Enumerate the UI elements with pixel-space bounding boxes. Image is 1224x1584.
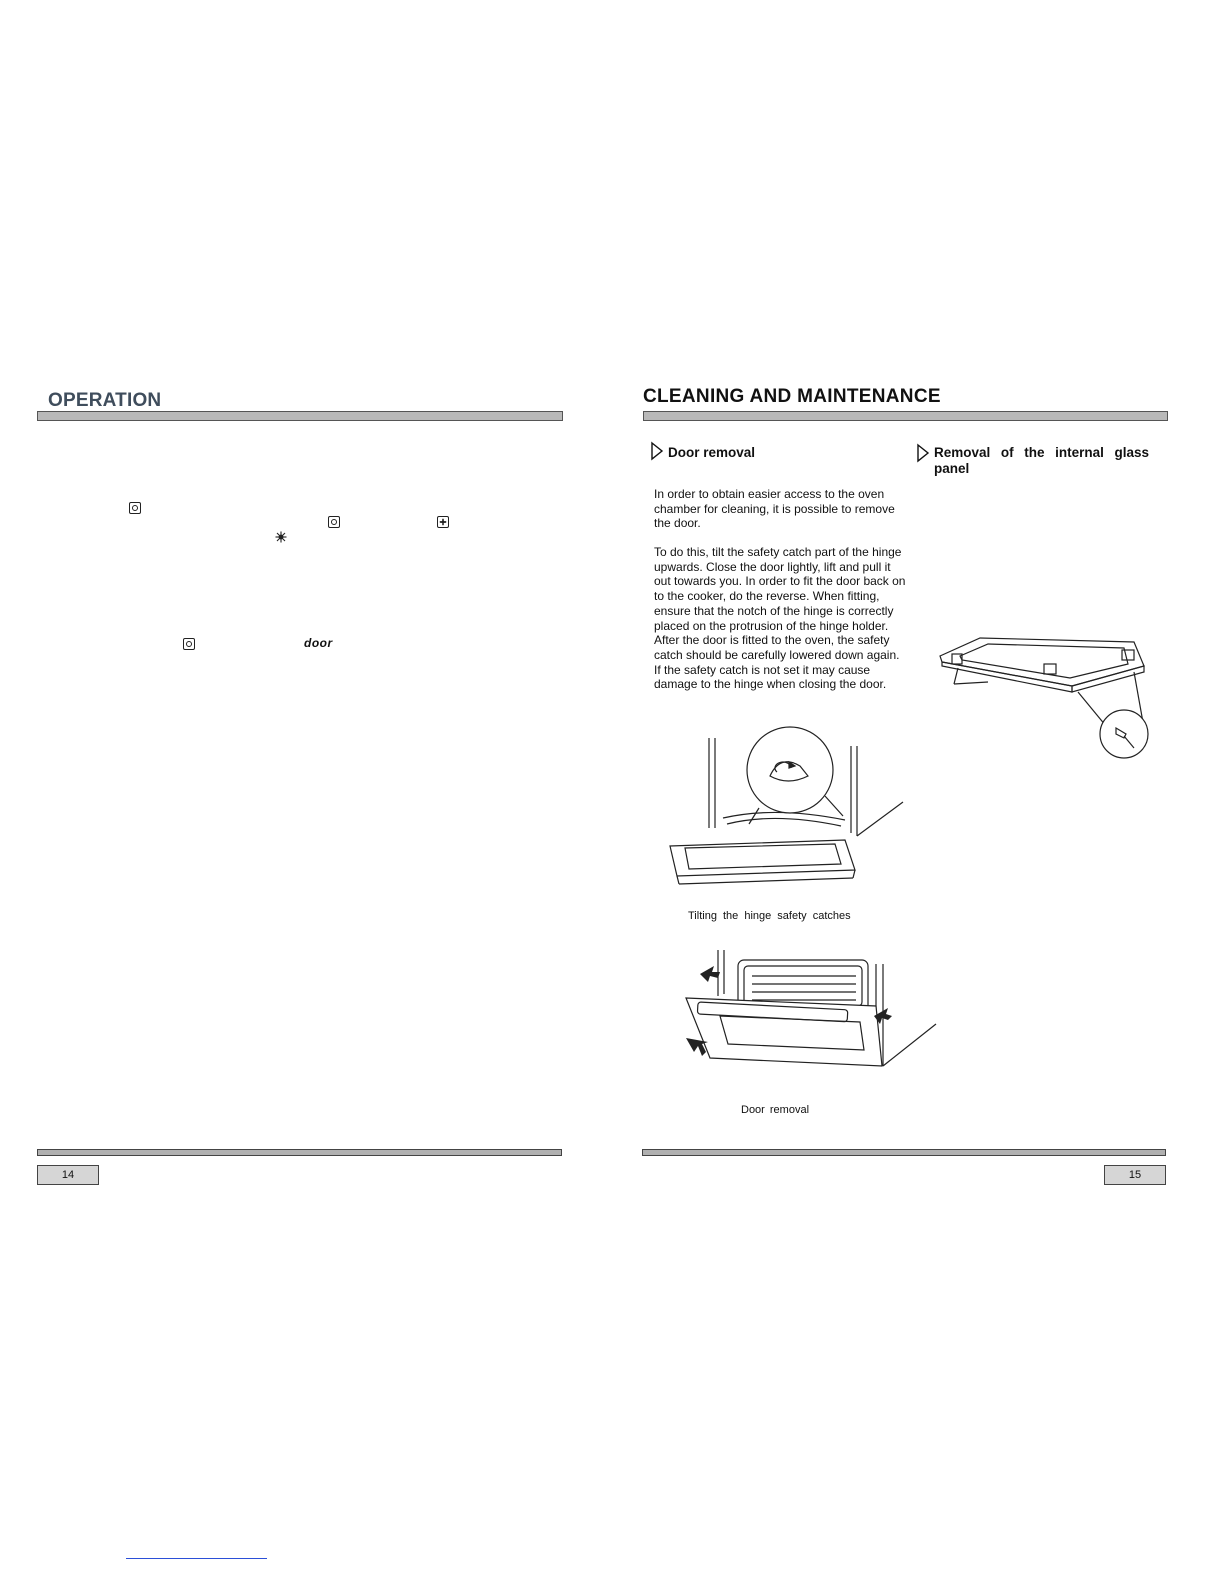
door-removal-illustration: [680, 946, 938, 1070]
page-number-right: 15: [1104, 1165, 1166, 1185]
power-icon: [183, 638, 195, 650]
hinge-safety-catch-illustration: [665, 728, 907, 880]
section-heading-glass-panel: [934, 445, 1149, 477]
section-heading-door-removal: Door removal: [668, 445, 756, 460]
fan-icon: [437, 516, 449, 528]
page-title-operation: OPERATION: [48, 390, 162, 411]
glass-panel-heading-line2: panel: [934, 461, 970, 476]
glass-panel-illustration: [938, 636, 1174, 762]
glass-panel-heading-line1: Removal of the internal glass: [934, 445, 1149, 460]
door-display-text: door: [304, 636, 333, 650]
door-removal-paragraph-2: To do this, tilt the safety catch part of the hinge upwards. Close the door lightly, lift and pull it out towards you. In order to fit the door back on to the cooker, do the reverse. When fitting, ensure that the notch of the hinge is correctly placed on the protrusion of the hinge holder. After the door is fitted to the oven, the safety catch should be carefully lowered down again. If the safety catch is not set it may cause damage to the hinge when closing the door.: [654, 545, 906, 692]
power-icon: [328, 516, 340, 528]
triangle-bullet-icon: [651, 442, 663, 460]
defrost-icon: [275, 531, 287, 543]
page-title-cleaning: CLEANING AND MAINTENANCE: [643, 386, 941, 407]
footer-rule-right: [642, 1149, 1166, 1156]
triangle-bullet-icon: [917, 444, 929, 462]
page-number-left: 14: [37, 1165, 99, 1185]
figure-caption-hinge: Tilting the hinge safety catches: [688, 910, 851, 922]
title-underline-bar: [643, 411, 1168, 421]
footer-rule-left: [37, 1149, 562, 1156]
figure-caption-door-removal: Door removal: [741, 1104, 810, 1116]
title-underline-bar: [37, 411, 563, 421]
blue-underline-link: [126, 1558, 267, 1559]
door-removal-paragraph-1: In order to obtain easier access to the oven chamber for cleaning, it is possible to remove the door.: [654, 487, 895, 531]
power-icon: [129, 502, 141, 514]
